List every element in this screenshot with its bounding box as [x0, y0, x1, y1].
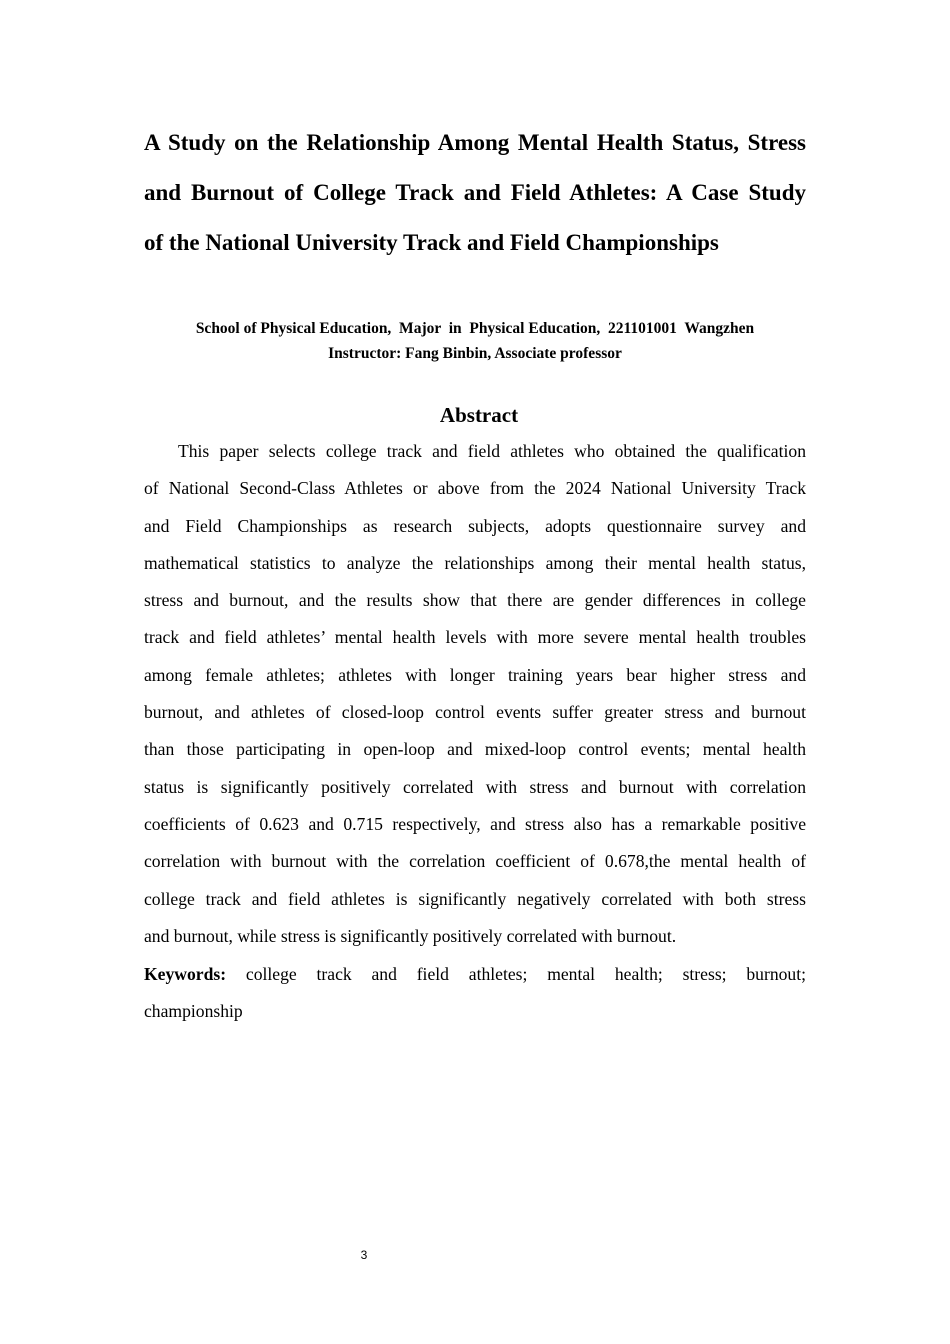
- keywords-section: [144, 956, 806, 1031]
- abstract-line: among female athletes; athletes with longer training years bear higher stress and: [144, 664, 806, 685]
- abstract-line: burnout, and athletes of closed-loop control events suffer greater stress and burnout: [144, 702, 806, 723]
- title-line: A Study on the Relationship Among Mental Health Status, Stress: [144, 130, 806, 155]
- abstract-line: and Field Championships as research subjects, adopts questionnaire survey and: [144, 515, 806, 536]
- page-number: 3: [360, 1248, 368, 1262]
- keywords-line: [144, 956, 806, 993]
- abstract-line: college track and field athletes is significantly negatively correlated with both stress: [144, 888, 806, 909]
- author-affiliation: School of Physical Education, Major in Physical Education, 221101001 Wangzhen: [195, 320, 755, 337]
- title-line: of the National University Track and Field Championships: [144, 230, 719, 255]
- abstract-line: than those participating in open-loop and mixed-loop control events; mental health: [144, 739, 806, 760]
- abstract-line: track and field athletes’ mental health levels with more severe mental health troubles: [144, 627, 806, 648]
- keywords-label: Keywords:: [144, 964, 227, 984]
- abstract-line: and burnout, while stress is significantly positively correlated with burnout.: [144, 925, 677, 946]
- abstract-line: of National Second-Class Athletes or above from the 2024 National University Track: [144, 478, 806, 499]
- abstract-heading: Abstract: [439, 403, 519, 427]
- abstract-line: This paper selects college track and field athletes who obtained the qualification: [178, 441, 806, 461]
- instructor-line: Instructor: Fang Binbin, Associate professor: [328, 345, 622, 362]
- keywords-line: championship: [144, 1001, 243, 1022]
- abstract-line: status is significantly positively correlated with stress and burnout with correlation: [144, 776, 806, 797]
- keywords-text: college track and field athletes; mental health; stress; burnout;: [245, 964, 806, 984]
- abstract-line: coefficients of 0.623 and 0.715 respectively, and stress also has a remarkable positive: [144, 813, 806, 834]
- abstract-body: [144, 433, 806, 955]
- paper-title: [144, 118, 806, 268]
- abstract-line: stress and burnout, and the results show that there are gender differences in college: [144, 590, 806, 611]
- abstract-line: mathematical statistics to analyze the relationships among their mental health status,: [144, 552, 806, 573]
- title-line: and Burnout of College Track and Field Athletes: A Case Study: [144, 180, 806, 205]
- abstract-line: correlation with burnout with the correlation coefficient of 0.678,the mental health of: [144, 851, 806, 872]
